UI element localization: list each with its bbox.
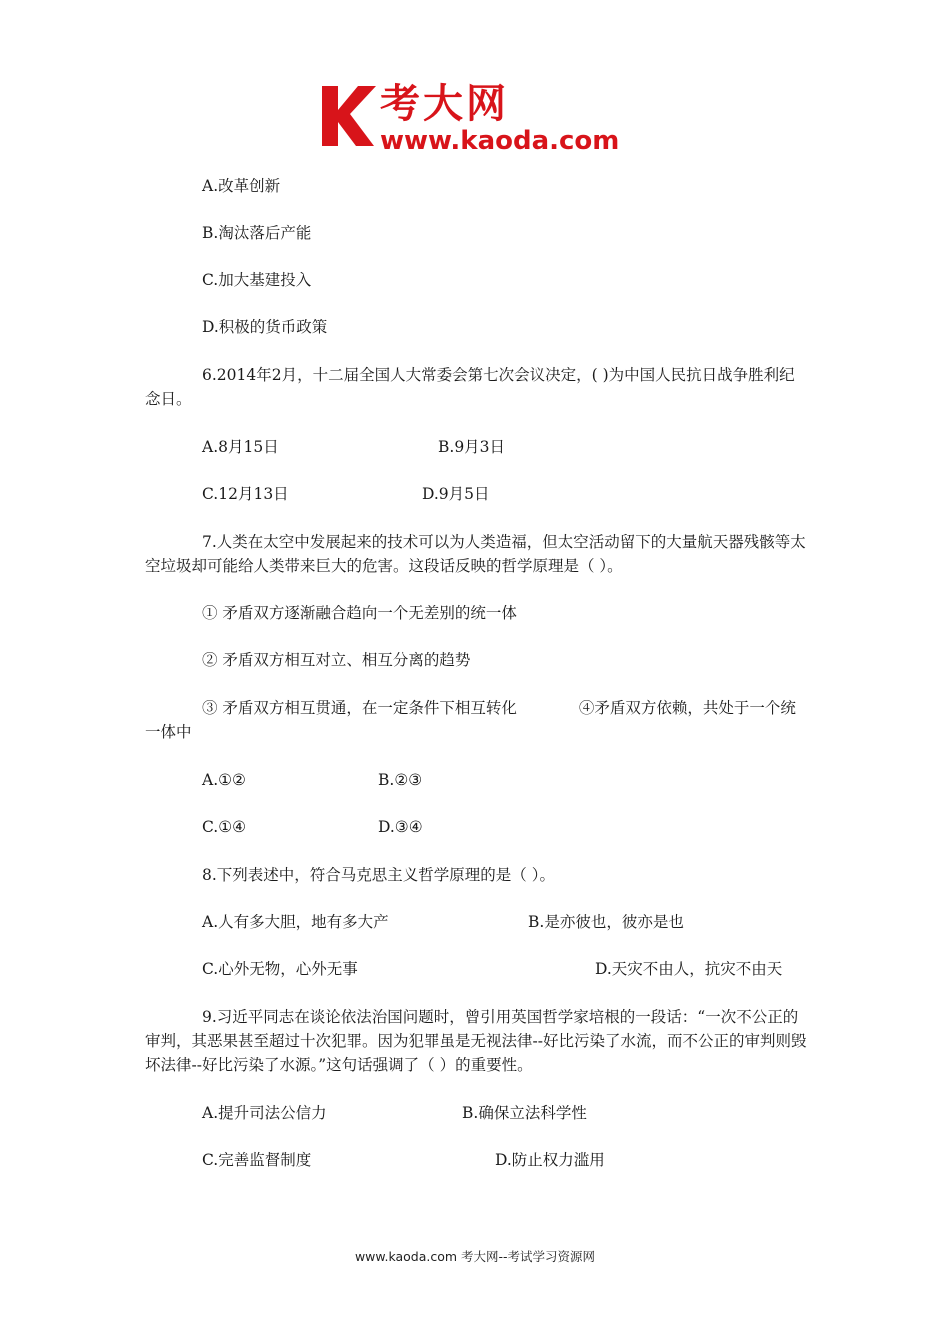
q7-stem: 7.人类在太空中发展起来的技术可以为人类造福，但太空活动留下的大量航天器残骸等太空垃圾却可能给人类带来巨大的危害。这段话反映的哲学原理是（ ）。 xyxy=(145,533,806,575)
q7-item-2: ② 矛盾双方相互对立、相互分离的趋势 xyxy=(202,651,471,669)
q7-option-a: A.①② xyxy=(202,771,246,789)
logo-brand-name: 考大网 xyxy=(380,81,509,127)
k-letter-logo-icon xyxy=(318,80,378,150)
q5-option-c: C.加大基建投入 xyxy=(202,271,312,289)
q7-item-1: ① 矛盾双方逐渐融合趋向一个无差别的统一体 xyxy=(202,604,517,622)
q6-option-d: D.9月5日 xyxy=(422,485,490,503)
q7-option-b: B.②③ xyxy=(378,771,423,789)
q6-option-b: B.9月3日 xyxy=(438,438,506,456)
q9-option-d: D.防止权力滥用 xyxy=(495,1151,605,1169)
q8-option-d: D.天灾不由人，抗灾不由天 xyxy=(595,960,783,978)
q5-option-a: A.改革创新 xyxy=(202,177,281,195)
q7-option-d: D.③④ xyxy=(378,818,423,836)
q9-stem: 9.习近平同志在谈论依法治国问题时，曾引用英国哲学家培根的一段话：“一次不公正的审判，其恶果甚至超过十次犯罪。因为犯罪虽是无视法律--好比污染了水流，而不公正的审判则毁坏法律--好比污染了水源。”这句话强调了（ ）的重要性。 xyxy=(145,1008,807,1074)
q7-option-c: C.①④ xyxy=(202,818,247,836)
q8-option-c: C.心外无物，心外无事 xyxy=(202,960,358,978)
kaoda-logo xyxy=(318,80,648,160)
page-footer: www.kaoda.com 考大网--考试学习资源网 xyxy=(354,1249,596,1264)
q8-stem: 8.下列表述中，符合马克思主义哲学原理的是（ ）。 xyxy=(202,866,555,884)
q5-option-d: D.积极的货币政策 xyxy=(202,318,328,336)
q6-stem: 6.2014年2月，十二届全国人大常委会第七次会议决定，( )为中国人民抗日战争胜利纪念日。 xyxy=(145,366,795,408)
logo-url: www.kaoda.com xyxy=(380,126,620,156)
q7-item-3-4: ③ 矛盾双方相互贯通，在一定条件下相互转化 ④矛盾双方依赖，共处于一个统一体中 xyxy=(145,699,796,741)
q9-option-c: C.完善监督制度 xyxy=(202,1151,312,1169)
q6-option-c: C.12月13日 xyxy=(202,485,289,503)
q9-option-b: B.确保立法科学性 xyxy=(462,1104,587,1122)
q5-option-b: B.淘汰落后产能 xyxy=(202,224,312,242)
q6-option-a: A.8月15日 xyxy=(202,438,279,456)
q8-option-a: A.人有多大胆，地有多大产 xyxy=(202,913,389,931)
q9-option-a: A.提升司法公信力 xyxy=(202,1104,327,1122)
q8-option-b: B.是亦彼也，彼亦是也 xyxy=(528,913,684,931)
